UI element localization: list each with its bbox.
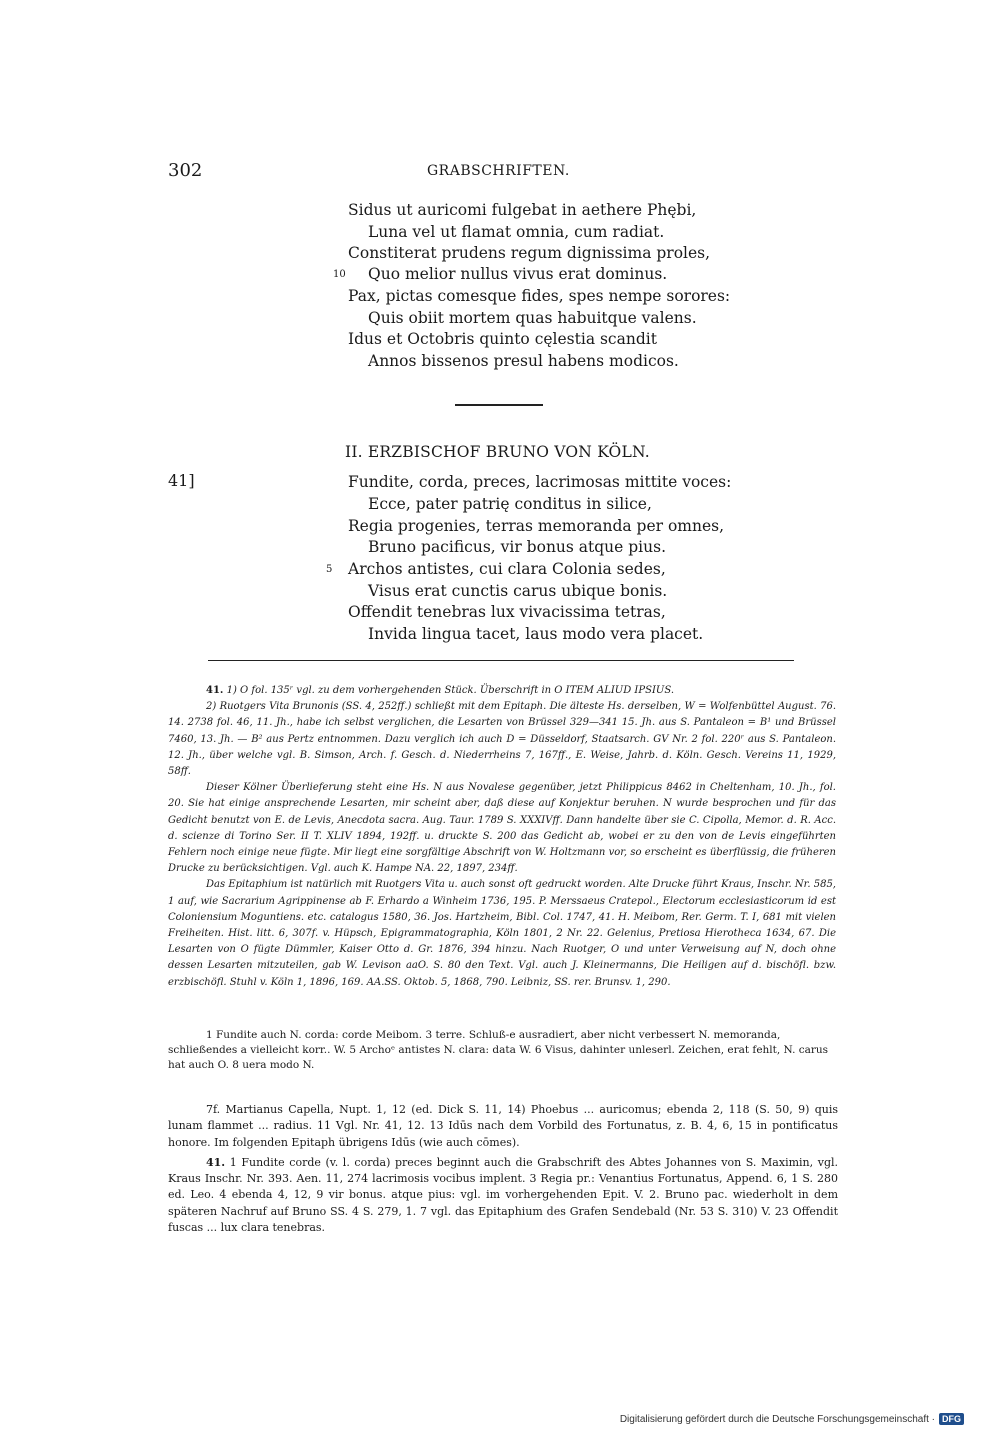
note-paragraph: Das Epitaphium ist natürlich mit Ruotgers Vita u. auch sonst oft gedruckt worden. Alte Drucke führt Kraus, Inschr. Nr. 585, 1 auf, wie Sacrarium Agrippinense ab F. Erhardo a Winheim 1736, 195. P. Merssaeus Cratepol., Electorum ecclesiasticorum id est Coloniensium Moguntiens. etc. catalogus 1580, 36. Jos. Hartzheim, Bibl. Col. 1747, 41. H. Meibom, Rer. Germ. T. I, 681 mit vielen Freiheiten. Hist. litt. 6, 307f. v. Hüpsch, Epigrammatographia, Köln 1801, 2 Nr. 22. Gelenius, Pretiosa Hierotheca 1634, 67. Die Lesarten von O fügte Dümmler, Kaiser Otto d. Gr. 1876, 394 hinzu. Nach Ruotger, O und unter Verweisung auf N, doch ohne dessen Lesarten mitzuteilen, gab W. Levison aaO. S. 80 den Text. Vgl. auch J. Kleinermanns, Die Heiligen auf d. bischöfl. bzw. erzbischöfl. Stuhl v. Köln 1, 1896, 169. AA.SS. Oktob. 5, 1868, 790. Leibniz, SS. rer. Brunsv. 1, 290. [168,879,836,988]
verse-line: Sidus ut auricomi fulgebat in aethere Phębi, [348,201,697,219]
commentary-number: 41. [206,1155,226,1169]
verse-line: Offendit tenebras lux vivacissima tetras, [348,603,666,621]
verse-line: Bruno pacificus, vir bonus atque pius. [368,538,667,556]
verse-line: Archos antistes, cui clara Colonia sedes, [348,560,666,578]
margin-reference: 41] [168,471,195,490]
verse-line: Annos bissenos presul habens modicos. [368,352,679,370]
source-notes [168,683,836,991]
verse-line: Idus et Octobris quinto cęlestia scandit [348,330,657,348]
verse-line: Invida lingua tacet, laus modo vera placet. [368,625,704,643]
note-paragraph: 2) Ruotgers Vita Brunonis (SS. 4, 252ff.) schließt mit dem Epitaph. Die älteste Hs. derselben, W = Wolfenbüttel August. 76. 14. 2738 fol. 46, 11. Jh., habe ich selbst verglichen, die Lesarten von Brüssel 329—341 15. Jh. aus S. Pantaleon = B¹ und Brüssel 7460, 13. Jh. — B² aus Pertz entnommen. Dazu verglich ich auch D = Düsseldorf, Staatsarch. GV Nr. 2 fol. 220ʳ aus S. Pantaleon. 12. Jh., über welche vgl. B. Simson, Arch. f. Gesch. d. Niederrheins 7, 167ff., E. Weise, Jahrb. d. Köln. Gesch. Vereins 11, 1929, 58ff. [168,701,836,778]
section-divider [455,404,543,406]
note-paragraph: Dieser Kölner Überlieferung steht eine Hs. N aus Novalese gegenüber, jetzt Philippicus 8462 in Cheltenham, 10. Jh., fol. 20. Sie hat einige ansprechende Lesarten, mir scheint aber, daß diese auf Konjektur beruhen. N wurde besprochen und für das Gedicht benutzt von E. de Levis, Anecdota sacra. Aug. Taur. 1789 S. XXXIVff. Dann handelte über sie C. Cipolla, Memor. d. R. Acc. d. scienze di Torino Ser. II T. XLIV 1894, 192ff. u. druckte S. 200 das Gedicht ab, wobei er zu den von de Levis eingeführten Fehlern noch einige neue fügte. Mir liegt eine sorgfältige Abschrift von W. Holtzmann vor, so erscheint es überflüssig, die früheren Drucke zu berücksichtigen. Vgl. auch K. Hampe NA. 22, 1897, 234ff. [168,782,836,875]
verse-line: Ecce, pater patrię conditus in silice, [368,495,652,513]
verse-line: Fundite, corda, preces, lacrimosas mittite voces: [348,473,732,491]
commentary-paragraph [168,1155,838,1236]
note-number: 41. [206,685,224,696]
line-number: 5 [326,564,333,575]
dfg-logo: DFG [939,1413,964,1425]
running-title: GRABSCHRIFTEN. [427,163,570,179]
verse-line: Quo melior nullus vivus erat dominus. [368,265,668,283]
verse-line: Pax, pictas comesque fides, spes nempe sorores: [348,287,731,305]
commentary-paragraph: 7f. Martianus Capella, Nupt. 1, 12 (ed. Dick S. 11, 14) Phoebus ... auricomus; ebenda 2, 118 (S. 50, 9) quis lunam flammet ... radius. 11 Vgl. Nr. 41, 12. 13 Idūs nach dem Vorbild des Fortunatus, z. B. 4, 6, 15 in pontificatus honore. Im folgenden Epitaph übrigens Idūs (wie auch cōmes). [168,1103,838,1149]
note-text: 1) O fol. 135ʳ vgl. zu dem vorhergehenden Stück. Überschrift in O ITEM ALIUD IPSIUS. [226,685,675,696]
verse-line: Luna vel ut flamat omnia, cum radiat. [368,223,665,241]
page-number: 302 [168,160,203,181]
line-number: 10 [333,269,346,280]
verse-line: Regia progenies, terras memoranda per omnes, [348,517,725,535]
verse-line: Quis obiit mortem quas habuitque valens. [368,309,697,327]
digitization-credit [620,1413,964,1425]
note-paragraph [168,683,836,699]
critical-apparatus: 1 Fundite auch N. corda: corde Meibom. 3 terre. Schluß-e ausradiert, aber nicht verbessert N. memoranda, schließendes a vielleicht korr.. W. 5 Archoᵉ antistes N. clara: data W. 6 Visus, dahinter unleserl. Zeichen, erat fehlt, N. carus hat auch O. 8 uera modo N. [168,1029,829,1071]
verse-line: Constiterat prudens regum dignissima proles, [348,244,711,262]
verse-line: Visus erat cunctis carus ubique bonis. [368,582,668,600]
section-heading: II. ERZBISCHOF BRUNO VON KÖLN. [345,443,650,461]
footnote-rule [208,660,794,661]
commentary [168,1102,838,1236]
credit-text: Digitalisierung gefördert durch die Deutsche Forschungsgemeinschaft · [619,1413,935,1425]
commentary-text: 1 Fundite corde (v. l. corda) preces beginnt auch die Grabschrift des Abtes Johannes von S. Maximin, vgl. Kraus Inschr. Nr. 393. Aen. 11, 274 lacrimosis vocibus implent. 3 Regia pr.: Venantius Fortunatus, Append. 6, 1 S. 280 ed. Leo. 4 ebenda 4, 12, 9 vir bonus. atque pius: vgl. im vorhergehenden Epit. V. 2. Bruno pac. wiederholt in dem späteren Nachruf auf Bruno SS. 4 S. 279, 1. 7 vgl. das Epitaphium des Grafen Sendebald (Nr. 53 S. 310) V. 23 Offendit fuscas ... lux clara tenebras. [168,1155,839,1235]
